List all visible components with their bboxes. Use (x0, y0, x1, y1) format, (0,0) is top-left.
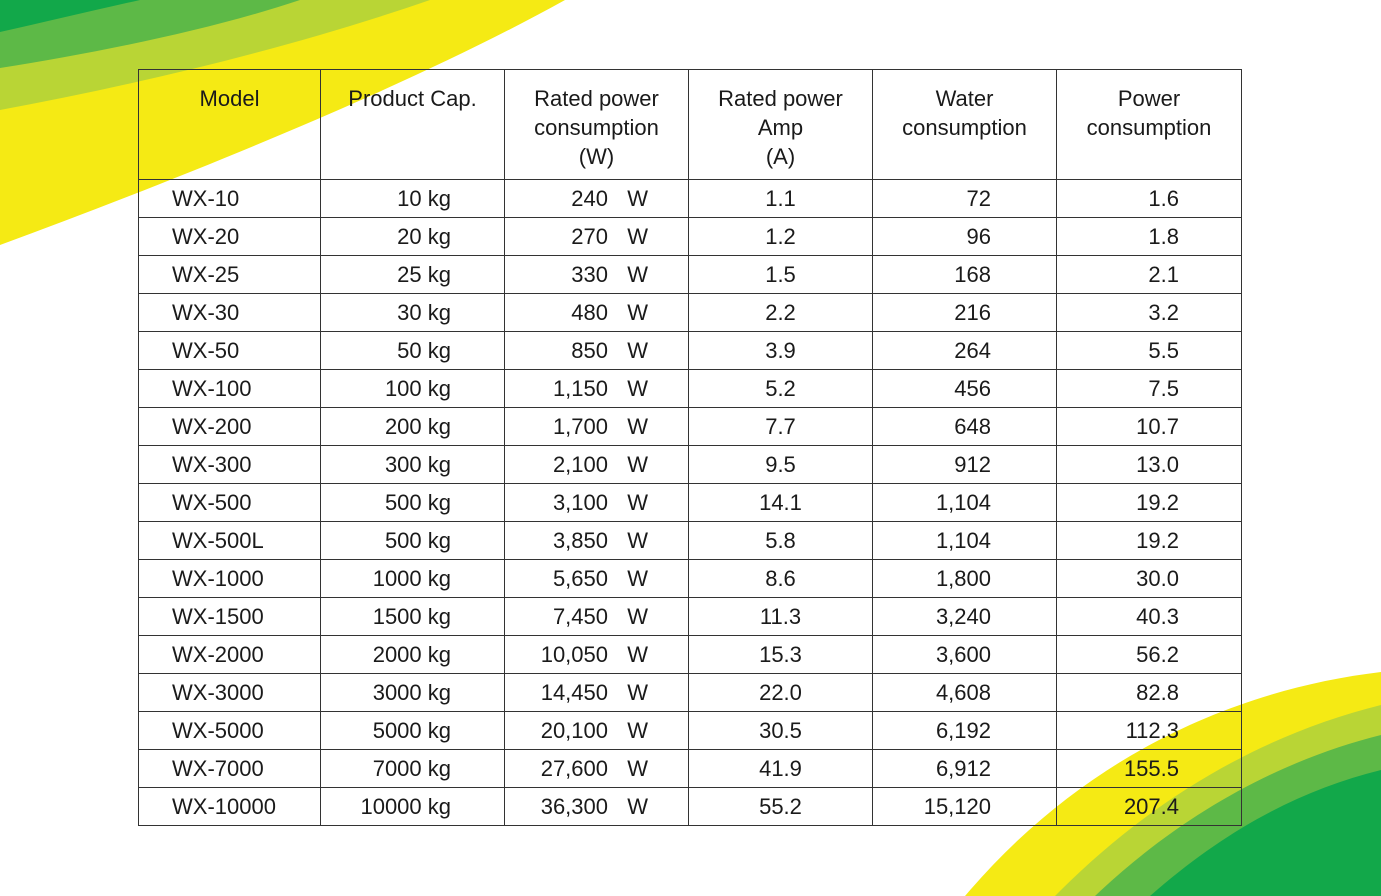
table-row (139, 332, 1242, 370)
cell-rated-power-w (505, 674, 689, 712)
rated-power-value: 2,100 (552, 452, 608, 477)
cell-model: WX-50 (139, 332, 321, 370)
rated-power-value: 240 (571, 186, 608, 211)
header-rated-power-amp-line: Rated power (718, 86, 843, 111)
cell-model: WX-30 (139, 294, 321, 332)
cell-water-consumption: 912 (873, 446, 1057, 484)
header-rated-power-amp-line: Amp (757, 115, 804, 140)
header-rated-power-w-line: Rated power (534, 86, 659, 111)
cell-product-cap: 100 kg (321, 370, 505, 408)
table-row (139, 218, 1242, 256)
cell-rated-amp: 9.5 (689, 446, 873, 484)
cell-product-cap: 50 kg (321, 332, 505, 370)
rated-power-unit: W (627, 756, 648, 781)
cell-model: WX-1000 (139, 560, 321, 598)
rated-power-value: 20,100 (540, 718, 608, 743)
cell-rated-power-w (505, 294, 689, 332)
cell-product-cap: 3000 kg (321, 674, 505, 712)
cell-rated-power-w (505, 522, 689, 560)
cell-power-consumption: 1.8 (1057, 218, 1242, 256)
rated-power-value: 1,150 (552, 376, 608, 401)
rated-power-value: 480 (571, 300, 608, 325)
cell-power-consumption: 19.2 (1057, 522, 1242, 560)
cell-product-cap: 500 kg (321, 522, 505, 560)
cell-power-consumption: 3.2 (1057, 294, 1242, 332)
cell-rated-power-w (505, 446, 689, 484)
header-rated-power-amp-line: (A) (765, 144, 796, 169)
cell-water-consumption: 72 (873, 180, 1057, 218)
cell-rated-amp: 3.9 (689, 332, 873, 370)
cell-product-cap: 5000 kg (321, 712, 505, 750)
cell-rated-amp: 5.8 (689, 522, 873, 560)
rated-power-unit: W (627, 604, 648, 629)
cell-power-consumption: 1.6 (1057, 180, 1242, 218)
cell-model: WX-500L (139, 522, 321, 560)
header-product-cap (321, 70, 505, 180)
rated-power-value: 10,050 (540, 642, 608, 667)
cell-rated-power-w (505, 598, 689, 636)
table-row (139, 256, 1242, 294)
cell-product-cap: 10000 kg (321, 788, 505, 826)
table-row (139, 408, 1242, 446)
table-row (139, 522, 1242, 560)
cell-water-consumption: 1,104 (873, 484, 1057, 522)
cell-model: WX-1500 (139, 598, 321, 636)
header-water-consumption (873, 70, 1057, 180)
rated-power-value: 850 (571, 338, 608, 363)
cell-power-consumption: 40.3 (1057, 598, 1242, 636)
cell-power-consumption: 5.5 (1057, 332, 1242, 370)
cell-rated-power-w (505, 256, 689, 294)
cell-water-consumption: 216 (873, 294, 1057, 332)
cell-rated-amp: 41.9 (689, 750, 873, 788)
cell-rated-power-w (505, 180, 689, 218)
cell-model: WX-25 (139, 256, 321, 294)
cell-model: WX-5000 (139, 712, 321, 750)
cell-water-consumption: 168 (873, 256, 1057, 294)
cell-rated-power-w (505, 408, 689, 446)
rated-power-value: 14,450 (540, 680, 608, 705)
cell-model: WX-20 (139, 218, 321, 256)
cell-product-cap: 1500 kg (321, 598, 505, 636)
cell-rated-amp: 55.2 (689, 788, 873, 826)
table-row (139, 674, 1242, 712)
cell-power-consumption: 56.2 (1057, 636, 1242, 674)
cell-rated-power-w (505, 788, 689, 826)
cell-rated-amp: 11.3 (689, 598, 873, 636)
cell-water-consumption: 264 (873, 332, 1057, 370)
header-product-cap-line: Product Cap. (348, 86, 477, 111)
cell-rated-amp: 1.1 (689, 180, 873, 218)
cell-product-cap: 500 kg (321, 484, 505, 522)
cell-product-cap: 7000 kg (321, 750, 505, 788)
rated-power-unit: W (627, 642, 648, 667)
rated-power-value: 5,650 (552, 566, 608, 591)
cell-power-consumption: 7.5 (1057, 370, 1242, 408)
table-row (139, 446, 1242, 484)
cell-rated-amp: 1.5 (689, 256, 873, 294)
cell-model: WX-500 (139, 484, 321, 522)
cell-water-consumption: 96 (873, 218, 1057, 256)
rated-power-value: 7,450 (552, 604, 608, 629)
cell-model: WX-300 (139, 446, 321, 484)
cell-product-cap: 30 kg (321, 294, 505, 332)
rated-power-unit: W (627, 794, 648, 819)
cell-product-cap: 2000 kg (321, 636, 505, 674)
table-row (139, 180, 1242, 218)
table-row (139, 598, 1242, 636)
cell-model: WX-10 (139, 180, 321, 218)
table-header-row (139, 70, 1242, 180)
cell-rated-power-w (505, 636, 689, 674)
cell-rated-amp: 14.1 (689, 484, 873, 522)
cell-water-consumption: 6,912 (873, 750, 1057, 788)
cell-power-consumption: 112.3 (1057, 712, 1242, 750)
header-water-consumption-line: consumption (902, 115, 1027, 140)
header-power-consumption-line: Power (1117, 86, 1181, 111)
cell-product-cap: 20 kg (321, 218, 505, 256)
cell-water-consumption: 3,600 (873, 636, 1057, 674)
specification-table (138, 69, 1242, 826)
rated-power-unit: W (627, 528, 648, 553)
header-rated-power-w (505, 70, 689, 180)
rated-power-unit: W (627, 718, 648, 743)
rated-power-unit: W (627, 452, 648, 477)
header-model (139, 70, 321, 180)
rated-power-unit: W (627, 224, 648, 249)
cell-product-cap: 25 kg (321, 256, 505, 294)
cell-rated-amp: 22.0 (689, 674, 873, 712)
cell-rated-amp: 8.6 (689, 560, 873, 598)
cell-rated-amp: 30.5 (689, 712, 873, 750)
cell-water-consumption: 456 (873, 370, 1057, 408)
cell-power-consumption: 10.7 (1057, 408, 1242, 446)
rated-power-unit: W (627, 262, 648, 287)
header-model-line: Model (199, 86, 260, 111)
rated-power-value: 330 (571, 262, 608, 287)
cell-rated-power-w (505, 332, 689, 370)
cell-rated-power-w (505, 712, 689, 750)
cell-power-consumption: 82.8 (1057, 674, 1242, 712)
cell-water-consumption: 4,608 (873, 674, 1057, 712)
rated-power-value: 3,100 (552, 490, 608, 515)
cell-product-cap: 300 kg (321, 446, 505, 484)
cell-model: WX-200 (139, 408, 321, 446)
cell-power-consumption: 207.4 (1057, 788, 1242, 826)
rated-power-unit: W (627, 566, 648, 591)
table-row (139, 484, 1242, 522)
cell-product-cap: 200 kg (321, 408, 505, 446)
cell-power-consumption: 155.5 (1057, 750, 1242, 788)
cell-power-consumption: 30.0 (1057, 560, 1242, 598)
header-power-consumption (1057, 70, 1242, 180)
cell-product-cap: 10 kg (321, 180, 505, 218)
table-row (139, 636, 1242, 674)
cell-model: WX-100 (139, 370, 321, 408)
cell-rated-power-w (505, 218, 689, 256)
cell-water-consumption: 6,192 (873, 712, 1057, 750)
rated-power-value: 1,700 (552, 414, 608, 439)
cell-water-consumption: 15,120 (873, 788, 1057, 826)
cell-rated-amp: 15.3 (689, 636, 873, 674)
table-body (139, 180, 1242, 826)
rated-power-unit: W (627, 338, 648, 363)
cell-water-consumption: 1,104 (873, 522, 1057, 560)
header-rated-power-w-line: consumption (534, 115, 659, 140)
cell-rated-amp: 5.2 (689, 370, 873, 408)
cell-rated-amp: 7.7 (689, 408, 873, 446)
header-water-consumption-line: Water (935, 86, 994, 111)
table-row (139, 370, 1242, 408)
rated-power-unit: W (627, 680, 648, 705)
cell-product-cap: 1000 kg (321, 560, 505, 598)
rated-power-unit: W (627, 490, 648, 515)
cell-model: WX-7000 (139, 750, 321, 788)
cell-model: WX-10000 (139, 788, 321, 826)
header-rated-power-w-line: (W) (578, 144, 615, 169)
cell-rated-power-w (505, 484, 689, 522)
table-row (139, 712, 1242, 750)
rated-power-value: 27,600 (540, 756, 608, 781)
cell-water-consumption: 1,800 (873, 560, 1057, 598)
table-row (139, 788, 1242, 826)
cell-water-consumption: 3,240 (873, 598, 1057, 636)
rated-power-unit: W (627, 376, 648, 401)
cell-model: WX-3000 (139, 674, 321, 712)
rated-power-value: 270 (571, 224, 608, 249)
cell-model: WX-2000 (139, 636, 321, 674)
cell-water-consumption: 648 (873, 408, 1057, 446)
table-row (139, 750, 1242, 788)
rated-power-unit: W (627, 414, 648, 439)
rated-power-unit: W (627, 300, 648, 325)
cell-rated-power-w (505, 750, 689, 788)
cell-rated-power-w (505, 560, 689, 598)
cell-rated-power-w (505, 370, 689, 408)
rated-power-unit: W (627, 186, 648, 211)
header-rated-power-amp (689, 70, 873, 180)
cell-power-consumption: 2.1 (1057, 256, 1242, 294)
header-power-consumption-line: consumption (1086, 115, 1212, 140)
cell-power-consumption: 13.0 (1057, 446, 1242, 484)
table-row (139, 294, 1242, 332)
cell-power-consumption: 19.2 (1057, 484, 1242, 522)
cell-rated-amp: 2.2 (689, 294, 873, 332)
rated-power-value: 36,300 (540, 794, 608, 819)
rated-power-value: 3,850 (552, 528, 608, 553)
table-row (139, 560, 1242, 598)
cell-rated-amp: 1.2 (689, 218, 873, 256)
